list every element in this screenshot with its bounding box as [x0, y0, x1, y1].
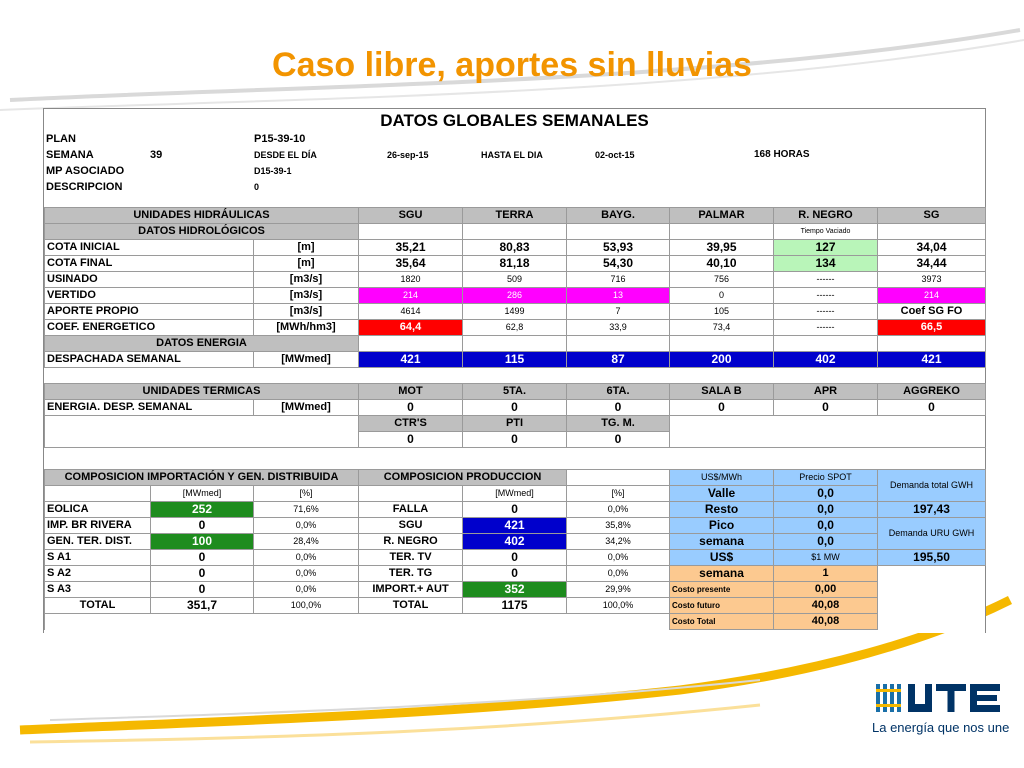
col-header: AGGREKO [878, 384, 986, 400]
cell: 127 [774, 240, 878, 256]
sheet-title: DATOS GLOBALES SEMANALES [380, 111, 649, 130]
cell: 402 [774, 352, 878, 368]
cell: 100,0% [254, 598, 359, 614]
price-cell: 0,0 [774, 502, 878, 518]
table-row [45, 400, 986, 416]
cell: 0,0% [567, 502, 670, 518]
table-row [45, 502, 986, 518]
table-row [45, 598, 986, 614]
price-cell: 0,0 [774, 534, 878, 550]
row-unit: [MWmed] [254, 400, 359, 416]
hydro-subtitle: DATOS HIDROLÓGICOS [45, 224, 359, 240]
cell: 402 [463, 534, 567, 550]
cell: 0,0% [254, 566, 359, 582]
cell: 0 [774, 400, 878, 416]
row-unit: [m] [254, 256, 359, 272]
import-title: COMPOSICION IMPORTACIÓN Y GEN. DISTRIBUIDA [45, 470, 359, 486]
row-label: TOTAL [359, 598, 463, 614]
cell: ------ [774, 272, 878, 288]
price-cell: Costo Total [670, 614, 774, 630]
price-cell: semana [670, 566, 774, 582]
cell: ------ [774, 320, 878, 336]
price-header: US$/MWh [670, 470, 774, 486]
cell: 62,8 [463, 320, 567, 336]
thermal-title: UNIDADES TERMICAS [45, 384, 359, 400]
page-title: Caso libre, aportes sin lluvias [272, 46, 752, 84]
row-unit: [MWmed] [254, 352, 359, 368]
price-cell: 40,08 [774, 614, 878, 630]
row-label: VERTIDO [45, 288, 254, 304]
col-header: SALA B [670, 384, 774, 400]
cell: 54,30 [567, 256, 670, 272]
slogan: La energía que nos une [872, 720, 1010, 735]
semana-value: 39 [150, 149, 163, 161]
cell: 214 [878, 288, 986, 304]
price-header: Demanda total GWH [878, 470, 986, 502]
horas: 168 HORAS [754, 149, 810, 160]
row-label: APORTE PROPIO [45, 304, 254, 320]
unit-label: [MWmed] [151, 486, 254, 502]
cell: 100,0% [567, 598, 670, 614]
cell: 40,10 [670, 256, 774, 272]
desde-value: 26-sep-15 [387, 150, 429, 160]
row-label: SGU [359, 518, 463, 534]
col-header: TERRA [463, 208, 567, 224]
mp-label: MP ASOCIADO [46, 165, 125, 177]
demanda-uru-label: Demanda URU GWH [878, 518, 986, 550]
cell: 134 [774, 256, 878, 272]
col-header: SG [878, 208, 986, 224]
cell: 39,95 [670, 240, 774, 256]
col-header: 5TA. [463, 384, 567, 400]
hasta-value: 02-oct-15 [595, 150, 635, 160]
col-header: MOT [359, 384, 463, 400]
cell: 0,0% [567, 550, 670, 566]
cell: 0 [670, 400, 774, 416]
row-unit: [m3/s] [254, 272, 359, 288]
row-unit: [MWh/hm3] [254, 320, 359, 336]
cell: 286 [463, 288, 567, 304]
table-row [45, 566, 986, 582]
cell: 29,9% [567, 582, 670, 598]
cell: 421 [463, 518, 567, 534]
price-cell: Pico [670, 518, 774, 534]
col-header: 6TA. [567, 384, 670, 400]
row-label: ENERGIA. DESP. SEMANAL [45, 400, 254, 416]
table-row [45, 256, 986, 272]
cell: 80,83 [463, 240, 567, 256]
cell: 35,21 [359, 240, 463, 256]
cell: 64,4 [359, 320, 463, 336]
cell: 81,18 [463, 256, 567, 272]
desde-label: DESDE EL DÍA [254, 150, 317, 160]
cell: 71,6% [254, 502, 359, 518]
row-label: IMPORT.+ AUT [359, 582, 463, 598]
cell: 0 [151, 582, 254, 598]
cell: 7 [567, 304, 670, 320]
cell: 352 [463, 582, 567, 598]
row-unit: [m3/s] [254, 304, 359, 320]
cell: 0,0% [567, 566, 670, 582]
table-row [45, 304, 986, 320]
cell: 0 [567, 400, 670, 416]
row-label: S A2 [45, 566, 151, 582]
price-cell: Valle [670, 486, 774, 502]
cell: 0 [463, 502, 567, 518]
cell: 351,7 [151, 598, 254, 614]
row-label: COTA INICIAL [45, 240, 254, 256]
demanda-uru: 195,50 [878, 550, 986, 566]
cell: 509 [463, 272, 567, 288]
table-row [45, 550, 986, 566]
row-label: TER. TV [359, 550, 463, 566]
row-label: FALLA [359, 502, 463, 518]
plan-value: P15-39-10 [254, 133, 306, 145]
cell: 105 [670, 304, 774, 320]
data-sheet [43, 108, 986, 633]
hydro-title: UNIDADES HIDRÁULICAS [45, 208, 359, 224]
cell: 421 [359, 352, 463, 368]
price-cell: 0,00 [774, 582, 878, 598]
cell: 115 [463, 352, 567, 368]
cell: 0 [463, 566, 567, 582]
row-unit: [m3/s] [254, 288, 359, 304]
ute-logo [872, 680, 1012, 720]
table-row [45, 288, 986, 304]
cell: 3973 [878, 272, 986, 288]
table-row [45, 518, 986, 534]
cell: 0 [670, 288, 774, 304]
cell: 252 [151, 502, 254, 518]
row-label: EOLICA [45, 502, 151, 518]
col-header: SGU [359, 208, 463, 224]
col-header: PALMAR [670, 208, 774, 224]
row-label: IMP. BR RIVERA [45, 518, 151, 534]
cell: 0 [878, 400, 986, 416]
hasta-label: HASTA EL DIA [481, 150, 543, 160]
col-header: PTI [463, 416, 567, 432]
cell: 1175 [463, 598, 567, 614]
row-label: COEF. ENERGETICO [45, 320, 254, 336]
cell: ------ [774, 304, 878, 320]
cell: 35,8% [567, 518, 670, 534]
cell: 0 [151, 518, 254, 534]
cell: 73,4 [670, 320, 774, 336]
col-header: CTR'S [359, 416, 463, 432]
unit-label: [%] [567, 486, 670, 502]
cell: 1820 [359, 272, 463, 288]
col-header: BAYG. [567, 208, 670, 224]
cell: 214 [359, 288, 463, 304]
table-row [45, 352, 986, 368]
composition-table [44, 469, 986, 630]
row-label: S A1 [45, 550, 151, 566]
price-cell: 0,0 [774, 486, 878, 502]
row-label: S A3 [45, 582, 151, 598]
price-cell: Costo presente [670, 582, 774, 598]
row-label: TER. TG [359, 566, 463, 582]
energy-title: DATOS ENERGIA [45, 336, 359, 352]
cell: Coef SG FO [878, 304, 986, 320]
desc-label: DESCRIPCION [46, 181, 123, 193]
row-label: TOTAL [45, 598, 151, 614]
cell: 0 [359, 400, 463, 416]
cell: 0 [151, 566, 254, 582]
cell: 0 [463, 400, 567, 416]
tiempo-vaciado: Tiempo Vaciado [774, 224, 878, 240]
row-label: GEN. TER. DIST. [45, 534, 151, 550]
unit-label: [MWmed] [463, 486, 567, 502]
plan-label: PLAN [46, 133, 76, 145]
table-row [45, 272, 986, 288]
price-header: Precio SPOT [774, 470, 878, 486]
desc-value: 0 [254, 182, 260, 192]
semana-label: SEMANA [46, 149, 94, 161]
unit-label: [%] [254, 486, 359, 502]
cell: 34,44 [878, 256, 986, 272]
cell: 34,2% [567, 534, 670, 550]
col-header: TG. M. [567, 416, 670, 432]
table-row [45, 240, 986, 256]
price-cell: 40,08 [774, 598, 878, 614]
cell: 0 [151, 550, 254, 566]
cell: 0 [567, 432, 670, 448]
cell: 34,04 [878, 240, 986, 256]
table-row [45, 582, 986, 598]
table-row [45, 534, 986, 550]
cell: 0,0% [254, 582, 359, 598]
col-header: APR [774, 384, 878, 400]
cell: 87 [567, 352, 670, 368]
row-label: COTA FINAL [45, 256, 254, 272]
mp-value: D15-39-1 [254, 166, 292, 176]
cell: 13 [567, 288, 670, 304]
demanda-total: 197,43 [878, 502, 986, 518]
row-label: DESPACHADA SEMANAL [45, 352, 254, 368]
table-row [45, 320, 986, 336]
price-cell: US$ [670, 550, 774, 566]
col-header: R. NEGRO [774, 208, 878, 224]
cell: ------ [774, 288, 878, 304]
hydro-table [44, 207, 986, 463]
cell: 421 [878, 352, 986, 368]
row-label: R. NEGRO [359, 534, 463, 550]
row-label: USINADO [45, 272, 254, 288]
price-cell: semana [670, 534, 774, 550]
cell: 66,5 [878, 320, 986, 336]
cell: 35,64 [359, 256, 463, 272]
cell: 53,93 [567, 240, 670, 256]
cell: 0 [463, 432, 567, 448]
price-cell: 1 [774, 566, 878, 582]
price-cell: Costo futuro [670, 598, 774, 614]
cell: 33,9 [567, 320, 670, 336]
price-cell: 0,0 [774, 518, 878, 534]
cell: 200 [670, 352, 774, 368]
cell: 0,0% [254, 518, 359, 534]
prod-title: COMPOSICION PRODUCCION [359, 470, 567, 486]
row-unit: [m] [254, 240, 359, 256]
cell: 100 [151, 534, 254, 550]
cell: 716 [567, 272, 670, 288]
cell: 28,4% [254, 534, 359, 550]
cell: 0,0% [254, 550, 359, 566]
price-cell: Resto [670, 502, 774, 518]
cell: 1499 [463, 304, 567, 320]
price-cell: $1 MW [774, 550, 878, 566]
cell: 756 [670, 272, 774, 288]
cell: 4614 [359, 304, 463, 320]
cell: 0 [463, 550, 567, 566]
cell: 0 [359, 432, 463, 448]
